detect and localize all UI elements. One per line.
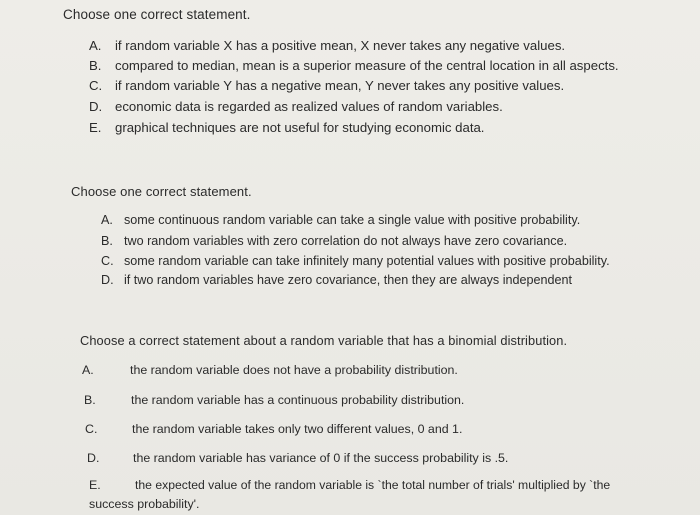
option-letter: B. [84, 393, 96, 407]
option-text: some continuous random variable can take a single value with positive probability. [124, 213, 581, 227]
option-letter: C. [101, 254, 114, 268]
option-letter: B. [89, 58, 102, 73]
option-letter: C. [85, 422, 98, 436]
option-text: economic data is regarded as realized values of random variables. [115, 99, 503, 114]
option-letter: D. [87, 451, 100, 465]
option-text-continuation: success probability'. [89, 497, 200, 511]
option-letter: D. [89, 99, 103, 114]
option-text: graphical techniques are not useful for studying economic data. [115, 120, 485, 135]
question-1-stem: Choose one correct statement. [63, 7, 251, 22]
option-text: if two random variables have zero covariance, then they are always independent [124, 273, 573, 287]
option-text: the random variable does not have a probability distribution. [130, 363, 458, 377]
option-text: the random variable takes only two different values, 0 and 1. [132, 422, 463, 436]
option-letter: E. [89, 478, 101, 492]
option-letter: A. [82, 363, 94, 377]
option-text: two random variables with zero correlation do not always have zero covariance. [124, 234, 568, 248]
option-letter: B. [101, 234, 113, 248]
question-2-stem: Choose one correct statement. [71, 184, 252, 199]
option-text: compared to median, mean is a superior measure of the central location in all aspects. [115, 58, 619, 73]
option-letter: A. [89, 38, 102, 53]
option-text: some random variable can take infinitely many potential values with positive probability. [124, 254, 610, 268]
question-3-stem: Choose a correct statement about a random variable that has a binomial distribution. [80, 333, 568, 348]
option-letter: A. [101, 213, 113, 227]
option-letter: D. [101, 273, 114, 287]
option-text: the random variable has variance of 0 if the success probability is .5. [133, 451, 509, 465]
option-text: if random variable X has a positive mean, X never takes any negative values. [115, 38, 566, 53]
option-text: if random variable Y has a negative mean, Y never takes any positive values. [115, 78, 565, 93]
option-text: the expected value of the random variable is `the total number of trials' multiplied by `the [135, 478, 611, 492]
option-letter: E. [89, 120, 102, 135]
option-text: the random variable has a continuous probability distribution. [131, 393, 465, 407]
option-letter: C. [89, 78, 103, 93]
